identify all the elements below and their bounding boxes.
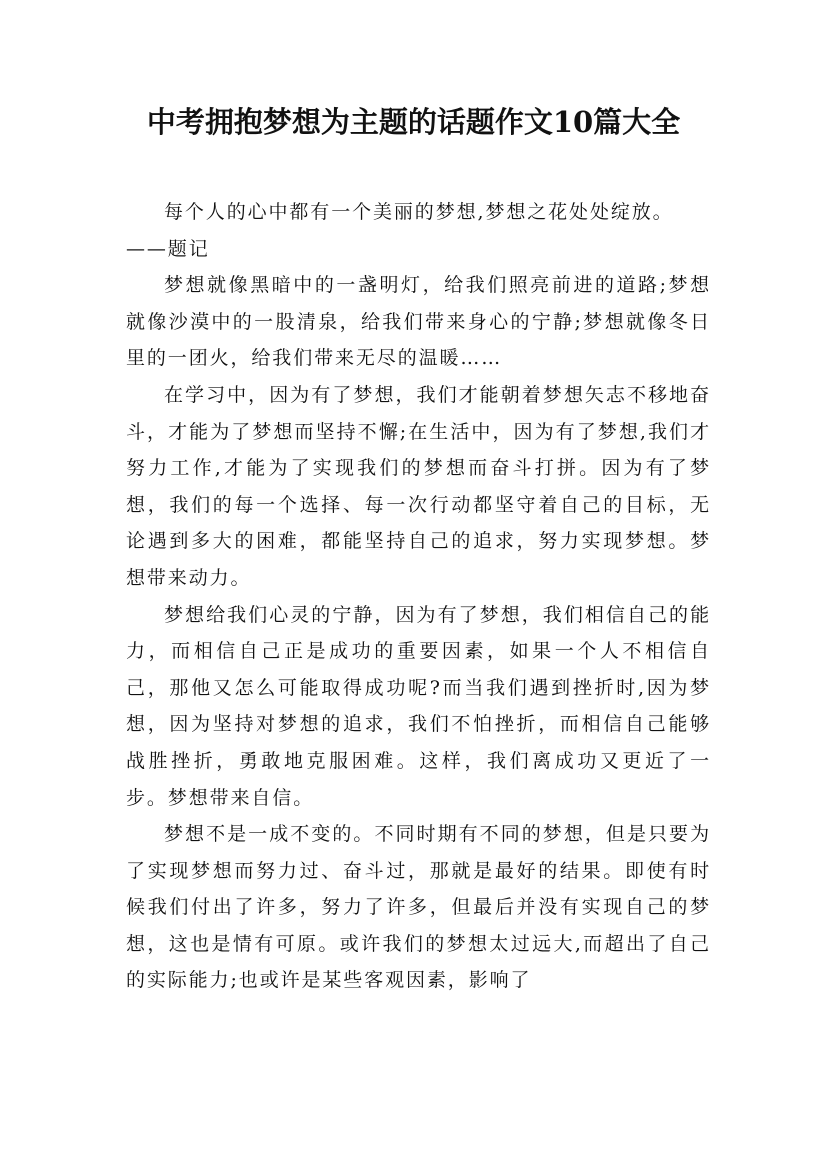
body-paragraph-1: 梦想就像黑暗中的一盏明灯，给我们照亮前进的道路;梦想就像沙漠中的一股清泉，给我们带来身心的宁静;梦想就像冬日里的一团火，给我们带来无尽的温暖……	[126, 274, 711, 370]
epigraph-source: ——题记	[126, 237, 210, 260]
body-paragraph-2: 在学习中，因为有了梦想，我们才能朝着梦想矢志不移地奋斗，才能为了梦想而坚持不懈;在生活中，因为有了梦想,我们才努力工作,才能为了实现我们的梦想而奋斗打拼。因为有了梦想，我们的每一个选择、每一次行动都坚守着自己的目标，无论遇到多大的困难，都能坚持自己的追求，努力实现梦想。梦想带来动力。	[126, 383, 711, 589]
epigraph-paragraph: 每个人的心中都有一个美丽的梦想,梦想之花处处绽放。	[164, 201, 674, 223]
body-paragraph-3: 梦想给我们心灵的宁静，因为有了梦想，我们相信自己的能力，而相信自己正是成功的重要因素，如果一个人不相信自己，那他又怎么可能取得成功呢?而当我们遇到挫折时,因为梦想，因为坚持对梦想的追求，我们不怕挫折，而相信自己能够战胜挫折，勇敢地克服困难。这样，我们离成功又更近了一步。梦想带来自信。	[126, 603, 711, 809]
document-body	[126, 194, 711, 999]
body-paragraph-4: 梦想不是一成不变的。不同时期有不同的梦想，但是只要为了实现梦想而努力过、奋斗过，那就是最好的结果。即使有时候我们付出了许多，努力了许多，但最后并没有实现自己的梦想，这也是情有可原。或许我们的梦想太过远大,而超出了自己的实际能力;也或许是某些客观因素，影响了	[126, 823, 711, 992]
document-title: 中考拥抱梦想为主题的话题作文10篇大全	[146, 105, 681, 139]
